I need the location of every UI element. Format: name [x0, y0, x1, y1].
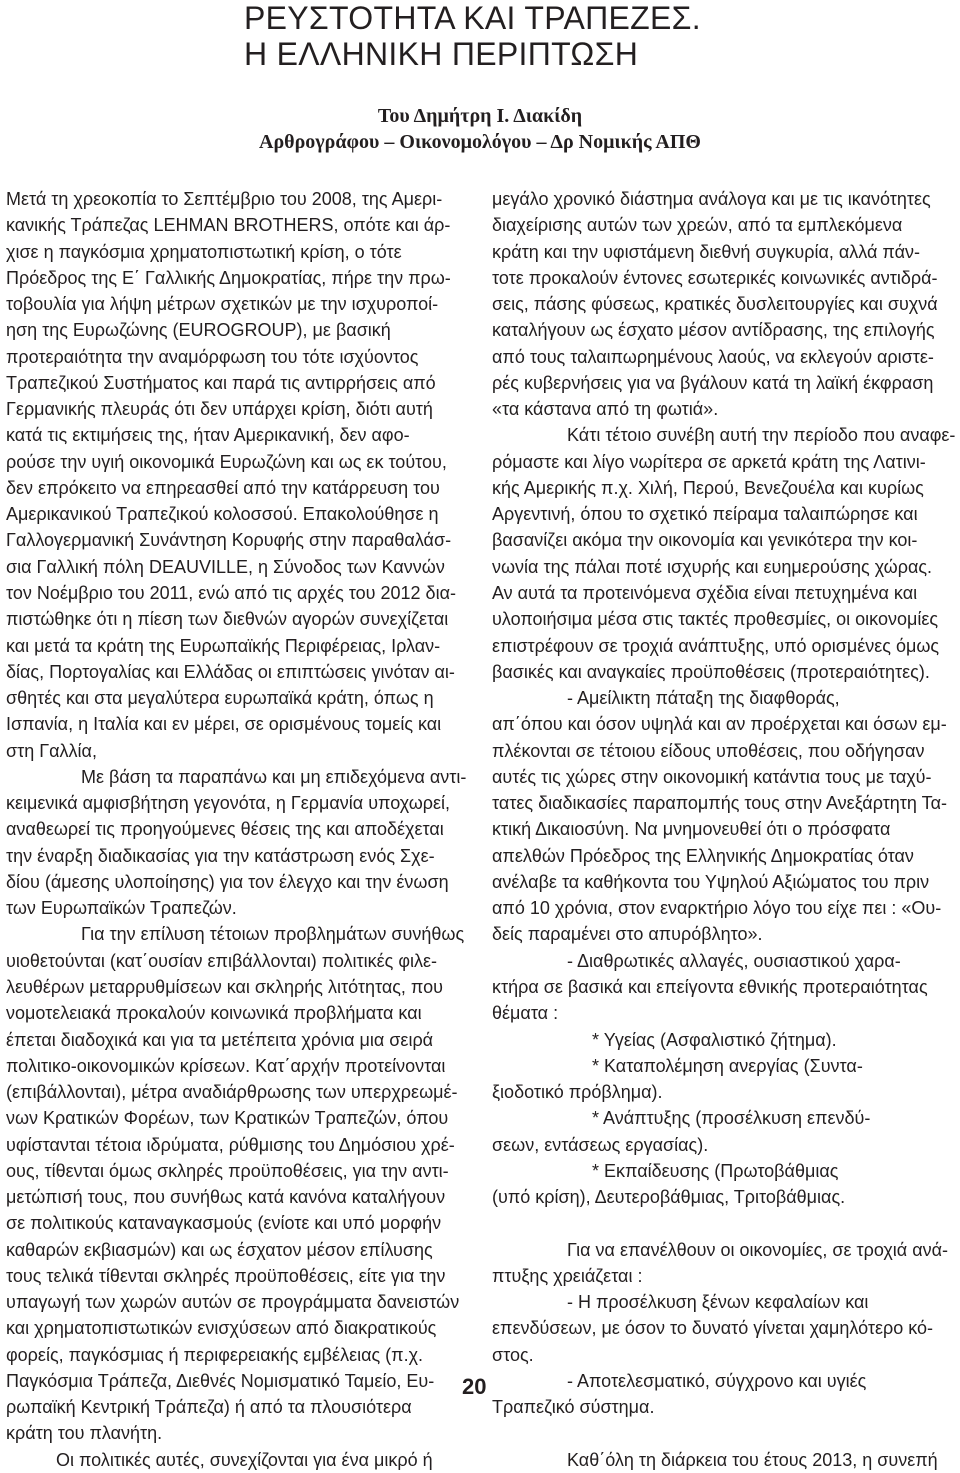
left-column-line: την έναρξη διαδικασίας για την κατάστρωση ενός Σχε- [6, 845, 435, 866]
right-column-line: - Αποτελεσματικό, σύγχρονο και υγιές [492, 1370, 867, 1391]
right-column-line [492, 1210, 940, 1236]
left-column-line: Ισπανία, η Ιταλία και εν μέρει, σε ορισμένους τομείς και [6, 714, 442, 735]
right-column-line: σεων, εντάσεως εργασίας). [492, 1134, 709, 1155]
right-column-line: ξιοδοτικό πρόβλημα). [492, 1082, 663, 1103]
left-column-line: σια Γαλλική πόλη DEAUVILLE, η Σύνοδος των Καννών [6, 556, 445, 577]
right-column-line: νωνία της πάλαι ποτέ ισχυρής και ευημερούσης χώρας. [492, 556, 933, 577]
left-column-line: δεν επρόκειτο να επηρεασθεί από την κατάρρευση του [6, 477, 440, 498]
left-column-line: Οι πολιτικές αυτές, συνεχίζονται για ένα μικρό ή [6, 1449, 433, 1470]
left-column-line: μετώπισή τους, που συνήθως κατά κανόνα καταλήγουν [6, 1187, 446, 1208]
left-column-line: στη Γαλλία, [6, 740, 97, 761]
right-column-line: - Η προσέλκυση ξένων κεφαλαίων και [492, 1292, 869, 1313]
left-column-line: ρούσε την υγιή οικονομικά Ευρωζώνη και ως εκ τούτου, [6, 451, 447, 472]
right-column-line: από 10 χρόνια, στον εναρκτήριο λόγο του είχε πει : «Ου- [492, 898, 942, 919]
right-column-line: Κάτι τέτοιο συνέβη αυτή την περίοδο που αναφε- [492, 425, 956, 446]
right-column-line: Για να επανέλθουν οι οικονομίες, σε τροχιά ανά- [492, 1239, 949, 1260]
left-column-line: αναθεωρεί τις προηγούμενες θέσεις της και αποδέχεται [6, 819, 444, 840]
right-column-line: μεγάλο χρονικό διάστημα ανάλογα και με τις ικανότητες [492, 189, 931, 209]
left-column-line: υπαγωγή των χωρών αυτών σε προγράμματα δανειστών [6, 1292, 460, 1313]
right-column-line: (υπό κρίση), Δευτεροβάθμιας, Τριτοβάθμιας. [492, 1187, 846, 1208]
right-column-line [492, 1420, 940, 1446]
left-column-line: Παγκόσμια Τράπεζα, Διεθνές Νομισματικό Ταμείο, Ευ- [6, 1370, 435, 1391]
page-number: 20 [462, 1374, 487, 1399]
right-column-line: * Υγείας (Ασφαλιστικό ζήτημα). [492, 1029, 837, 1050]
right-column-line: * Ανάπτυξης (προσέλκυση επενδύ- [492, 1108, 871, 1129]
right-column-line: Αργεντινή, όπου το σχετικό πείραμα ταλαιπώρησε και [492, 504, 918, 525]
left-column-line: ηση της Ευρωζώνης (EUROGROUP), με βασική [6, 320, 391, 341]
left-column-line: χισε η παγκόσμια χρηματοπιστωτική κρίση, ο τότε [6, 241, 402, 262]
right-column-line: διαχείρισης αυτών των χρεών, από τα εμπλεκόμενα [492, 215, 903, 236]
right-column-line: πτυξης χρειάζεται : [492, 1265, 643, 1286]
right-column-line: κράτη και την υφιστάμενη διεθνή συγκυρία, αλλά πάν- [492, 241, 920, 262]
left-column-line: ρωπαϊκή Κεντρική Τράπεζα) ή από τα πλουσιότερα [6, 1397, 412, 1418]
right-column-line: ρές κυβερνήσεις για να βγάλουν κατά τη λαϊκή έκφραση [492, 372, 934, 393]
left-column-line: προτεραιότητα την αναμόρφωση του τότε ισχύοντος [6, 346, 419, 367]
left-text-column [6, 186, 467, 1473]
left-column-line: Γαλλογερμανική Συνάντηση Κορυφής στην παραθαλάσ- [6, 530, 452, 551]
right-column-line: ρόμαστε και λίγο νωρίτερα σε αρκετά κράτη της Λατινι- [492, 451, 926, 472]
left-column-line: λευθέρων μεταρρυθμίσεων και σκληρής λιτότητας, που [6, 976, 443, 997]
left-column-line: τον Νοέμβριο του 2011, ενώ από τις αρχές του 2012 δια- [6, 582, 456, 603]
left-column-line: δίου (άμεσης υλοποίησης) για τον έλεγχο και την ένωση [6, 871, 449, 892]
right-column-line: κής Αμερικής π.χ. Χιλή, Περού, Βενεζουέλα και κυρίως [492, 477, 924, 498]
right-column-line: αυτές τις χώρες στην οικονομική κατάντια τους με ταχύ- [492, 766, 932, 787]
right-column-line: δείς παραμένει στο απυρόβλητο». [492, 924, 763, 945]
right-column-line: θέματα : [492, 1003, 559, 1024]
left-column-line: υφίστανται τέτοια ιδρύματα, ρύθμισης του Δημόσιου χρέ- [6, 1134, 455, 1155]
title-line-2: Η ΕΛΛΗΝΙΚΗ ΠΕΡΙΠΤΩΣΗ [244, 36, 639, 72]
right-column-line: επενδύσεων, με όσον το δυνατό γίνεται χαμηλότερο κό- [492, 1318, 933, 1339]
right-column-line: στος. [492, 1344, 534, 1365]
left-column-line: Αμερικανικού Τραπεζικού κολοσσού. Επακολούθησε η [6, 504, 439, 525]
right-column-line: από τους ταλαιπωρημένους λαούς, να εκλεγούν αριστε- [492, 346, 934, 367]
left-column-line: σθητές και στα μεγαλύτερα ευρωπαϊκά κράτη, όπως η [6, 688, 434, 709]
right-column-line: κτική Δικαιοσύνη. Να μνημονευθεί ότι ο πρόσφατα [492, 819, 891, 840]
left-column-line: νων Κρατικών Φορέων, των Κρατικών Τραπεζών, όπου [6, 1108, 449, 1129]
left-column-line: έπεται διαδοχικά και για τα μετέπειτα χρόνια μια σειρά [6, 1029, 434, 1050]
right-column-line: κτήρα σε βασικά και επείγοντα εθνικής προτεραιότητας [492, 976, 928, 997]
left-column-line: Τραπεζικού Συστήματος και παρά τις αντιρρήσεις από [6, 372, 436, 393]
author-byline [180, 103, 780, 155]
author-credentials: Αρθρογράφου – Οικονομολόγου – Δρ Νομικής ΑΠΘ [259, 131, 701, 153]
title-line-1: ΡΕΥΣΤΟΤΗΤΑ ΚΑΙ ΤΡΑΠΕΖΕΣ. [244, 0, 701, 36]
left-column-line: σε πολιτικούς καταναγκασμούς (ενίοτε και υπό μορφήν [6, 1213, 442, 1234]
left-column-line: (επιβάλλονται), μέτρα αναδιάρθρωσης των υπερχρεωμέ- [6, 1082, 458, 1103]
left-column-line: Μετά τη χρεοκοπία το Σεπτέμβριο του 2008, της Αμερι- [6, 189, 443, 209]
left-column-line: πιστώθηκε ότι η πίεση των διεθνών αγορών συνεχίζεται [6, 609, 449, 630]
author-name: Του Δημήτρη Ι. Διακίδη [377, 105, 583, 127]
right-column-line: τοτε προκαλούν έντονες εσωτερικές κοινωνικές αντιδρά- [492, 267, 938, 288]
right-column-line: σεις, πάσης φύσεως, κρατικές δυσλειτουργίες και συχνά [492, 294, 938, 315]
right-column-line: Αν αυτά τα προτεινόμενα σχέδια είναι πετυχημένα και [492, 582, 918, 603]
right-column-line: Τραπεζικό σύστημα. [492, 1397, 655, 1418]
left-column-line: κράτη του πλανήτη. [6, 1423, 163, 1444]
right-column-line: πλέκονται σε τέτοιου είδους υποθέσεις, που οδήγησαν [492, 740, 925, 761]
left-column-line: κειμενικά αμφισβήτηση γεγονότα, η Γερμανία υποχωρεί, [6, 793, 451, 814]
right-column-line: * Καταπολέμηση ανεργίας (Συντα- [492, 1055, 863, 1076]
right-column-line: απ΄όπου και όσον υψηλά και αν προέρχεται και όσων εμ- [492, 714, 947, 735]
left-column-line: και χρηματοπιστωτικών ενισχύσεων από διακρατικούς [6, 1318, 437, 1339]
right-column-line: βασικές και αναγκαίες προϋποθέσεις (προτεραιότητες). [492, 661, 930, 682]
left-column-line: τοβουλία για λήψη μέτρων σχετικών με την ισχυροποί- [6, 294, 439, 315]
left-column-line: φορείς, παγκόσμιας ή περιφερειακής εμβέλειας (π.χ. [6, 1344, 424, 1365]
left-column-line: ους, τίθενται όμως σκληρές προϋποθέσεις, για την αντι- [6, 1160, 449, 1181]
right-column-line: «τα κάστανα από τη φωτιά». [492, 399, 719, 420]
left-column-line: καθαρών εκβιασμών) και ως έσχατον μέσον επίλυσης [6, 1239, 433, 1260]
left-column-line: Για την επίλυση τέτοιων προβλημάτων συνήθως [6, 924, 465, 945]
left-column-line: νομοτελειακά προκαλούν κοινωνικά προβλήματα και [6, 1003, 422, 1024]
left-column-line: κατά τις εκτιμήσεις της, ήταν Αμερικανική, δεν αφο- [6, 425, 410, 446]
right-column-line: υλοποιήσιμα μέσα στις τακτές προθεσμίες, οι οικονομίες [492, 609, 939, 630]
left-column-line: και μετά τα κράτη της Ευρωπαϊκής Περιφέρειας, Ιρλαν- [6, 635, 441, 656]
left-column-line: των Ευρωπαϊκών Τραπεζών. [6, 898, 237, 919]
article-title [244, 0, 804, 72]
right-column-line: * Εκπαίδευσης (Πρωτοβάθμιας [492, 1160, 839, 1181]
right-column-line: ανέλαβε τα καθήκοντα του Υψηλού Αξιώματος του πριν [492, 871, 930, 892]
left-column-line: πολιτικο-οικονομικών κρίσεων. Κατ΄αρχήν προτείνονται [6, 1055, 446, 1076]
right-column-line: επιστρέφουν σε τροχιά ανάπτυξης, υπό ορισμένες όμως [492, 635, 940, 656]
right-column-line: απελθών Πρόεδρος της Ελληνικής Δημοκρατίας όταν [492, 845, 914, 866]
left-column-line: Γερμανικής πλευράς ότι δεν υπάρχει κρίση, διότι αυτή [6, 399, 433, 420]
right-column-line: καταλήγουν ως έσχατο μέσον αντίδρασης, της επιλογής [492, 320, 935, 341]
left-column-line: Πρόεδρος της Ε΄ Γαλλικής Δημοκρατίας, πήρε την πρω- [6, 267, 451, 288]
right-column-line: τατες διαδικασίες παραπομπής τους στην Ανεξάρτητη Τα- [492, 793, 948, 814]
right-column-line: - Διαθρωτικές αλλαγές, ουσιαστικού χαρα- [492, 950, 901, 971]
right-column-line: βασανίζει ακόμα την οικονομία και γενικότερα την κοι- [492, 530, 918, 551]
left-column-line: τους τελικά τίθενται σκληρές προϋποθέσεις, είτε για την [6, 1265, 446, 1286]
right-column-line: Καθ΄όλη τη διάρκεια του έτους 2013, η συνεπή [492, 1449, 938, 1470]
right-column-line: - Αμείλικτη πάταξη της διαφθοράς, [492, 688, 840, 709]
left-column-line: κανικής Τράπεζας LEHMAN BROTHERS, οπότε και άρ- [6, 215, 451, 236]
left-column-line: Με βάση τα παραπάνω και μη επιδεχόμενα αντι- [6, 766, 467, 787]
left-column-line: υιοθετούνται (κατ΄ουσίαν επιβάλλονται) πολιτικές φιλε- [6, 950, 438, 971]
left-column-line: δίας, Πορτογαλίας και Ελλάδας οι επιπτώσεις γινόταν αι- [6, 661, 455, 682]
right-text-column [492, 186, 956, 1473]
